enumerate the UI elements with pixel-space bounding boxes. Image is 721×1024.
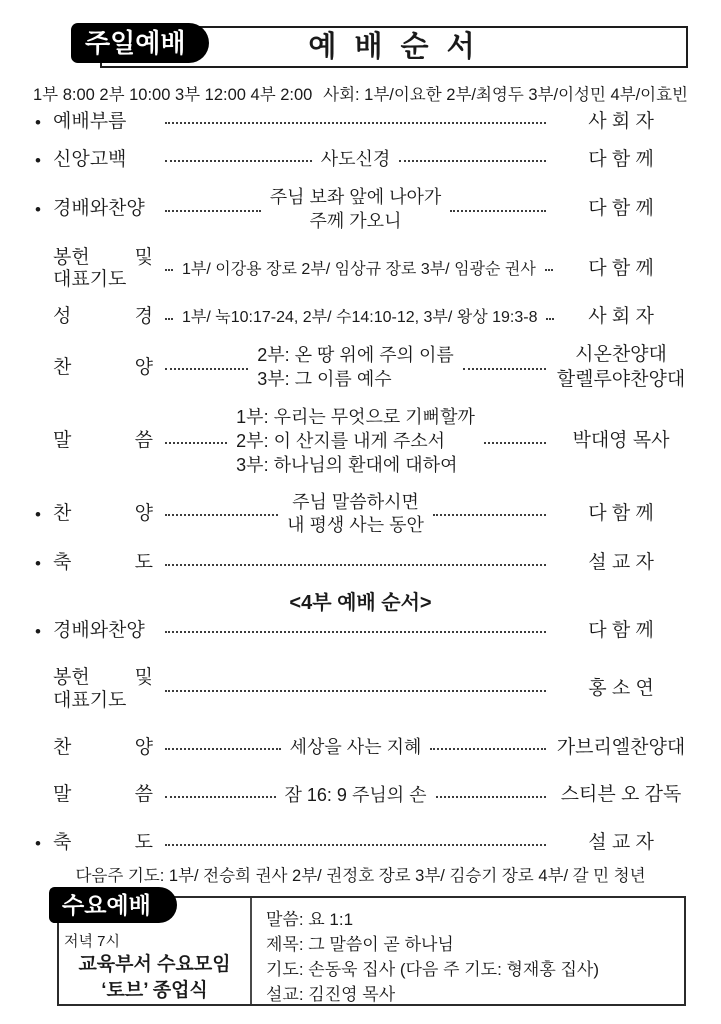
assignee-line: 다 함 께: [588, 620, 654, 641]
assignee-line: 다 함 께: [588, 198, 654, 220]
order-item-middle: [165, 843, 546, 845]
order-item-middle: [165, 259, 546, 280]
order-item-detail-line: 내 평생 사는 동안: [287, 515, 424, 536]
order-item-label: [53, 737, 153, 760]
dotted-leader: [546, 318, 554, 320]
dotted-leader: [463, 368, 546, 370]
service-times: 1부 8:00 2부 10:00 3부 12:00 4부 2:00: [33, 86, 313, 104]
order-item-label: [53, 149, 153, 172]
header: [85, 26, 688, 68]
order-item-detail-line: 1부: 우리는 무엇으로 기뻐할까: [236, 407, 475, 428]
dotted-leader: [165, 690, 546, 692]
order-item-detail-line: 주께 가오니: [309, 210, 402, 231]
order-item-assignee: [554, 831, 688, 856]
order-item-middle: [165, 491, 546, 539]
order-item-label-line: 신앙고백: [53, 148, 127, 170]
order-item-detail-line: 사도신경: [320, 149, 391, 170]
wednesday-detail-line: 말씀: 요 1:1: [266, 910, 354, 929]
dotted-leader: [165, 368, 248, 370]
order-row: [33, 736, 688, 761]
assignee-line: 설 교 자: [588, 552, 654, 574]
order-row: [33, 551, 688, 576]
assignee-line: 홍 소 연: [588, 678, 654, 700]
order-item-assignee: [554, 257, 688, 282]
order-item-label-line: 예배부름: [53, 110, 127, 132]
dotted-leader: [430, 748, 546, 750]
order-item-label-line: 대표기도: [53, 689, 127, 711]
assignee-line: 할렐루야찬양대: [556, 369, 686, 391]
first-service-order-list: [33, 110, 688, 576]
order-item-label-line: 봉헌 및: [53, 246, 153, 268]
dotted-leader: [545, 269, 553, 271]
dotted-leader: [165, 318, 173, 320]
order-item-label-line: 찬 양: [53, 736, 153, 758]
dotted-leader: [484, 442, 546, 444]
dotted-leader: [165, 160, 312, 162]
assignee-line: 가브리엘찬양대: [556, 736, 686, 758]
order-item-label-line: 대표기도: [53, 269, 127, 291]
order-item-detail-line: 3부: 그 이름 예수: [257, 369, 392, 390]
order-item-middle: [165, 121, 546, 123]
wednesday-time: 저녁 7시: [64, 933, 120, 950]
order-item-label-line: 말 씀: [53, 430, 153, 452]
dotted-leader: [165, 631, 546, 633]
order-item-label: [53, 430, 153, 453]
order-row: [33, 186, 688, 234]
order-item-detail-line: 2부: 이 산지를 내게 주소서: [236, 430, 446, 451]
order-item-middle: [165, 307, 546, 328]
order-item-label-line: 경배와찬양: [53, 198, 145, 220]
bullet-marker: •: [35, 504, 41, 524]
order-item-assignee: [554, 305, 688, 330]
bullet-marker: •: [35, 621, 41, 641]
assignee-line: 다 함 께: [588, 148, 654, 170]
order-item-detail: [321, 148, 391, 172]
order-item-label-line: 찬 양: [53, 356, 153, 378]
order-item-middle: [165, 186, 546, 234]
order-row: [33, 247, 688, 293]
next-week-prayer-line: 다음주 기도: 1부/ 전승희 권사 2부/ 권정호 장로 3부/ 김승기 장로 4부/ 갈 민 청년: [75, 867, 646, 885]
dotted-leader: [165, 269, 173, 271]
order-item-label-line: 말 씀: [53, 784, 153, 806]
dotted-leader: [433, 514, 546, 516]
assignee-line: 박대영 목사: [572, 430, 670, 452]
order-row: [33, 667, 688, 713]
order-item-middle: [165, 736, 546, 760]
order-item-assignee: [554, 429, 688, 454]
order-item-detail-line: 주님 말씀하시면: [292, 491, 419, 512]
bullet-marker: •: [35, 200, 41, 220]
order-item-detail-line: 3부: 하나님의 환대에 대하여: [236, 454, 458, 475]
dotted-leader: [165, 844, 546, 846]
fourth-service-heading: <4부 예배 순서>: [289, 592, 432, 614]
dotted-leader: [436, 796, 547, 798]
dotted-leader: [165, 210, 261, 212]
order-item-detail-line: 주님 보좌 앞에 나아가: [269, 186, 442, 207]
dotted-leader: [165, 122, 546, 124]
order-item-middle: [165, 406, 546, 477]
order-item-label: [53, 620, 153, 643]
order-row: [33, 491, 688, 539]
order-item-detail: [285, 784, 427, 808]
order-item-middle: [165, 784, 546, 808]
order-item-detail: [182, 307, 537, 328]
order-item-label-line: 성 경: [53, 306, 153, 328]
bullet-marker: •: [35, 834, 41, 854]
assignee-line: 설 교 자: [588, 832, 654, 854]
order-item-assignee: [554, 343, 688, 392]
order-item-label: [53, 198, 153, 221]
order-row: [33, 110, 688, 135]
order-row: [33, 831, 688, 856]
order-item-label-line: 축 도: [53, 832, 153, 854]
dotted-leader: [450, 210, 546, 212]
page-title: 예 배 순 서: [308, 31, 480, 63]
order-row: [33, 305, 688, 330]
assignee-line: 스티븐 오 감독: [560, 784, 682, 806]
assignee-line: 사 회 자: [588, 111, 654, 132]
order-item-label: [53, 503, 153, 526]
service-info-line: [33, 81, 688, 105]
order-item-detail: [257, 344, 454, 392]
order-item-detail-line: 2부: 온 땅 위에 주의 이름: [257, 345, 454, 366]
assignee-line: 시온찬양대: [575, 344, 667, 366]
wednesday-detail-line: 기도: 손동욱 집사 (다음 주 기도: 형재홍 집사): [266, 960, 600, 979]
wednesday-left-cell: [59, 892, 250, 1004]
bullet-marker: •: [35, 554, 41, 574]
wednesday-event-line: ‘토브’ 종업식: [101, 979, 208, 1001]
wednesday-event-line: 교육부서 수요모임: [78, 954, 231, 975]
order-item-label: [53, 111, 153, 134]
dotted-leader: [165, 796, 276, 798]
order-item-label: [53, 306, 153, 329]
order-item-detail-line: 세상을 사는 지혜: [289, 737, 422, 758]
order-item-middle: [165, 689, 546, 691]
order-item-label: [53, 357, 153, 380]
order-item-assignee: [554, 736, 688, 761]
order-item-label-line: 찬 양: [53, 502, 153, 524]
wednesday-detail-line: 제목: 그 말씀이 곧 하나님: [266, 935, 454, 954]
order-item-middle: [165, 630, 546, 632]
bullet-marker: •: [35, 150, 41, 170]
order-item-detail: [236, 406, 475, 477]
dotted-leader: [165, 514, 278, 516]
wednesday-detail-line: 설교: 김진영 목사: [266, 985, 396, 1004]
order-item-assignee: [554, 677, 688, 702]
order-item-label-line: 축 도: [53, 552, 153, 574]
bullet-marker: •: [35, 112, 41, 132]
order-item-assignee: [554, 783, 688, 808]
order-item-middle: [165, 344, 546, 392]
order-item-label-line: 경배와찬양: [53, 619, 145, 641]
order-item-detail: [182, 259, 536, 280]
wednesday-worship-table: [57, 892, 686, 1006]
order-item-assignee: [554, 110, 688, 135]
order-item-label: [53, 667, 153, 713]
order-item-label: [53, 552, 153, 575]
order-item-assignee: [554, 148, 688, 173]
sunday-worship-badge: 주일예배: [71, 23, 209, 63]
order-row: [33, 343, 688, 392]
order-row: [33, 783, 688, 808]
assignee-line: 사 회 자: [588, 306, 654, 328]
assignee-line: 다 함 께: [588, 502, 654, 524]
order-item-detail: [270, 186, 442, 234]
order-item-label: [53, 784, 153, 807]
fourth-service-order-list: [33, 619, 688, 856]
service-moderators: 사회: 1부/이요한 2부/최영두 3부/이성민 4부/이효빈: [323, 86, 688, 104]
order-item-detail: [287, 491, 424, 539]
order-item-assignee: [554, 197, 688, 222]
assignee-line: 다 함 께: [588, 258, 654, 280]
order-item-middle: [165, 148, 546, 172]
order-item-label: [53, 247, 153, 293]
order-item-detail-line: 잠 16: 9 주님의 손: [284, 784, 427, 805]
order-item-detail-line: 1부/ 눅10:17-24, 2부/ 수14:10-12, 3부/ 왕상 19:3-8: [182, 309, 538, 327]
order-row: [33, 148, 688, 173]
dotted-leader: [399, 160, 546, 162]
dotted-leader: [165, 442, 227, 444]
dotted-leader: [165, 748, 281, 750]
order-item-detail-line: 1부/ 이강용 장로 2부/ 임상규 장로 3부/ 임광순 권사: [182, 260, 536, 278]
order-item-label: [53, 832, 153, 855]
order-item-detail: [290, 736, 422, 760]
order-item-assignee: [554, 619, 688, 644]
order-row: [33, 619, 688, 644]
wednesday-right-cell: [250, 898, 684, 1004]
order-item-assignee: [554, 502, 688, 527]
order-item-assignee: [554, 551, 688, 576]
order-row: [33, 406, 688, 477]
dotted-leader: [165, 564, 546, 566]
order-item-middle: [165, 563, 546, 565]
order-item-label-line: 봉헌 및: [53, 666, 153, 688]
wednesday-worship-badge: 수요예배: [49, 887, 177, 923]
